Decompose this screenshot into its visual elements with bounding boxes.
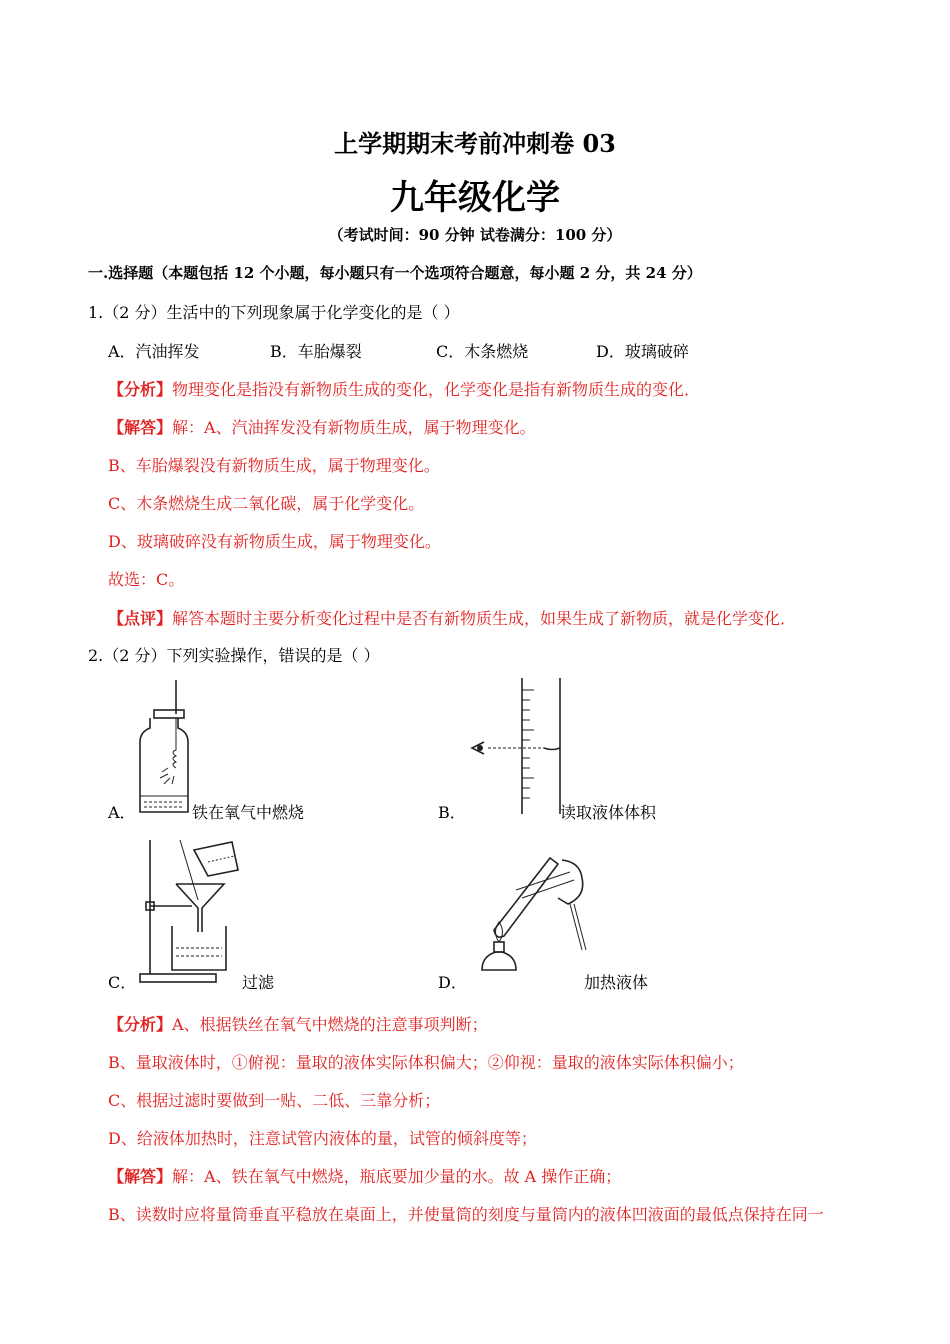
q2-analysis-line-3: C、根据过滤时要做到一贴、二低、三靠分析；	[108, 1091, 441, 1110]
q2-answer-line-1	[108, 1164, 621, 1187]
exam-title: 上学期期末考前冲刺卷 03	[334, 129, 616, 158]
q1-answer-line-3: C、木条燃烧生成二氧化碳，属于化学变化。	[108, 494, 425, 513]
answer-text: 解：A、铁在氧气中燃烧，瓶底要加少量的水。故 A 操作正确；	[172, 1167, 622, 1186]
q1-comment	[108, 606, 796, 629]
gas-jar-iron-burning-icon	[136, 680, 196, 815]
heating-test-tube-icon	[466, 838, 590, 986]
graduated-cylinder-reading-icon	[464, 678, 564, 816]
answer-text: 解：A、汽油挥发没有新物质生成，属于物理变化。	[172, 418, 536, 437]
comment-tag: 【点评】	[108, 609, 173, 628]
analysis-text: 物理变化是指没有新物质生成的变化，化学变化是指有新物质生成的变化．	[172, 380, 701, 399]
analysis-tag: 【分析】	[108, 380, 173, 399]
q2-analysis-line-4: D、给液体加热时，注意试管内液体的量，试管的倾斜度等；	[108, 1129, 537, 1148]
q1-stem: 1.（2 分）生活中的下列现象属于化学变化的是（ ）	[88, 303, 460, 322]
q1-answer-line-4: D、玻璃破碎没有新物质生成，属于物理变化。	[108, 532, 441, 551]
q1-option-d: D．玻璃破碎	[596, 342, 689, 361]
section-title: 一.选择题（本题包括 12 个小题，每小题只有一个选项符合题意，每小题 2 分，共 24 分）	[88, 264, 702, 282]
figure-a-caption: 铁在氧气中燃烧	[192, 803, 305, 822]
q2-answer-line-2: B、读数时应将量筒垂直平稳放在桌面上，并使量筒的刻度与量筒内的液体凹液面的最低点保持在同一	[108, 1205, 824, 1224]
answer-tag: 【解答】	[108, 1167, 173, 1186]
q1-options	[108, 339, 808, 363]
figure-b-caption: 读取液体体积	[560, 803, 657, 822]
figure-c-caption: 过滤	[242, 973, 275, 992]
q1-answer-line-1	[108, 415, 536, 438]
q1-answer-choice: 故选：C。	[108, 570, 185, 589]
figure-d-letter: D．	[438, 973, 467, 992]
q1-option-b: B．车胎爆裂	[270, 342, 362, 361]
q2-stem: 2.（2 分）下列实验操作，错误的是（ ）	[88, 646, 380, 665]
q2-analysis-line-2: B、量取液体时，①俯视：量取的液体实际体积偏大；②仰视：量取的液体实际体积偏小；	[108, 1053, 744, 1072]
comment-text: 解答本题时主要分析变化过程中是否有新物质生成，如果生成了新物质，就是化学变化．	[172, 609, 797, 628]
exam-info: （考试时间：90 分钟 试卷满分：100 分）	[328, 226, 622, 244]
subject-title: 九年级化学	[390, 178, 560, 218]
figure-b-letter: B．	[438, 803, 466, 822]
q2-analysis-line-1	[108, 1012, 488, 1035]
q1-analysis	[108, 377, 700, 400]
answer-tag: 【解答】	[108, 418, 173, 437]
q1-answer-line-2: B、车胎爆裂没有新物质生成，属于物理变化。	[108, 456, 440, 475]
figure-c-letter: C．	[108, 973, 137, 992]
figure-d-caption: 加热液体	[584, 973, 649, 992]
filtration-apparatus-icon	[136, 836, 242, 984]
q1-option-c: C．木条燃烧	[436, 342, 529, 361]
q1-option-a: A．汽油挥发	[108, 342, 200, 361]
analysis-tag: 【分析】	[108, 1015, 173, 1034]
figure-a-letter: A．	[108, 803, 136, 822]
analysis-text: A、根据铁丝在氧气中燃烧的注意事项判断；	[172, 1015, 488, 1034]
